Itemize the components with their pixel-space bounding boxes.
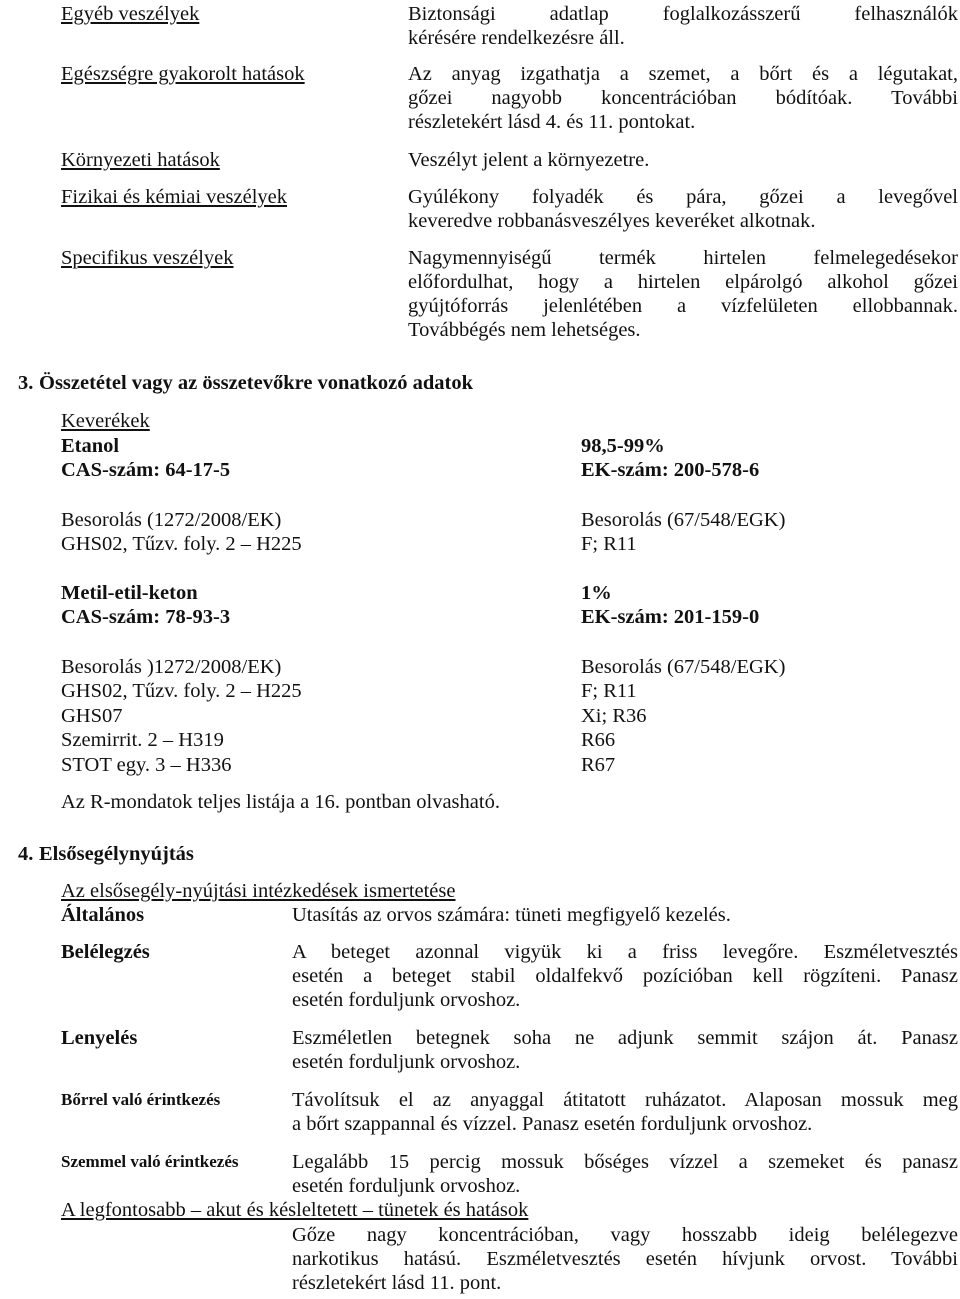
hazard-label-other: Egyéb veszélyek (61, 3, 200, 25)
hazard-text-physical: Gyúlékony folyadék és pára, gőzei a levegővel keveredve robbanásveszélyes keveréket alkotnak. (408, 186, 958, 232)
symptoms-label: A legfontosabb – akut és késleltetett – tünetek és hatások (61, 1199, 529, 1221)
first-aid-label-ingestion: Lenyelés (61, 1027, 138, 1049)
r-phrases-note: Az R-mondatok teljes listája a 16. pontban olvasható. (61, 791, 500, 813)
classification-clp-title: Besorolás (1272/2008/EK) (61, 509, 282, 531)
classification-dsd-line: R67 (581, 754, 616, 776)
classification-clp-line: GHS02, Tűzv. foly. 2 – H225 (61, 533, 302, 555)
hazard-label-specific: Specifikus veszélyek (61, 247, 234, 269)
component-name: Etanol (61, 435, 120, 457)
symptoms-text: Gőze nagy koncentrációban, vagy hosszabb ideig belélegezve narkotikus hatású. Eszméletvesztés esetén hívjunk orvost. További részletekért lásd 11. pont. (292, 1224, 958, 1294)
cas-number: CAS-szám: 64-17-5 (61, 459, 231, 481)
first-aid-text-inhalation: A beteget azonnal vigyük ki a friss levegőre. Eszméletvesztés esetén a beteget stabil oldalfekvő pozícióban kell rögzíteni. Panasz esetén forduljunk orvoshoz. (292, 941, 958, 1011)
classification-dsd-title: Besorolás (67/548/EGK) (581, 656, 786, 678)
section-4-heading: 4. Elsősegélynyújtás (18, 843, 194, 865)
classification-clp-line: STOT egy. 3 – H336 (61, 754, 232, 776)
classification-dsd-line: Xi; R36 (581, 705, 647, 727)
section-3-heading: 3. Összetétel vagy az összetevőkre vonatkozó adatok (18, 372, 474, 394)
classification-dsd-title: Besorolás (67/548/EGK) (581, 509, 786, 531)
first-aid-label-eye: Szemmel való érintkezés (61, 1152, 239, 1171)
first-aid-label-general: Általános (61, 904, 145, 926)
first-aid-text-ingestion: Eszméletlen betegnek soha ne adjunk semmit szájon át. Panasz esetén forduljunk orvoshoz. (292, 1027, 958, 1073)
first-aid-label-skin: Bőrrel való érintkezés (61, 1090, 221, 1109)
first-aid-label-inhalation: Belélegzés (61, 941, 150, 963)
hazard-text-specific: Nagymennyiségű termék hirtelen felmelegedésekor előfordulhat, hogy a hirtelen elpárolgó alkohol gőzei gyújtóforrás jelenlétében a vízfelületen ellobbannak. Továbbégés nem lehetséges. (408, 247, 958, 341)
hazard-label-environment: Környezeti hatások (61, 149, 220, 171)
first-aid-measures-label: Az elsősegély-nyújtási intézkedések ismertetése (61, 880, 456, 902)
hazard-text-other: Biztonsági adatlap foglalkozásszerű felhasználók kérésére rendelkezésre áll. (408, 3, 958, 49)
classification-clp-line: GHS07 (61, 705, 123, 727)
component-name: Metil-etil-keton (61, 582, 198, 604)
classification-clp-line: GHS02, Tűzv. foly. 2 – H225 (61, 680, 302, 702)
mixtures-label: Keverékek (61, 410, 150, 432)
first-aid-text-general: Utasítás az orvos számára: tüneti megfigyelő kezelés. (292, 904, 731, 926)
cas-number: CAS-szám: 78-93-3 (61, 606, 231, 628)
first-aid-text-skin: Távolítsuk el az anyaggal átitatott ruházatot. Alaposan mossuk meg a bőrt szappannal és vízzel. Panasz esetén forduljunk orvoshoz. (292, 1089, 958, 1135)
classification-dsd-line: R66 (581, 729, 616, 751)
ek-number: EK-szám: 200-578-6 (581, 459, 760, 481)
hazard-label-health: Egészségre gyakorolt hatások (61, 63, 305, 85)
first-aid-text-eye: Legalább 15 percig mossuk bőséges vízzel a szemeket és panasz esetén forduljunk orvoshoz. (292, 1151, 958, 1197)
classification-dsd-line: F; R11 (581, 533, 637, 555)
classification-dsd-line: F; R11 (581, 680, 637, 702)
component-percent: 98,5-99% (581, 435, 665, 457)
hazard-text-environment: Veszélyt jelent a környezetre. (408, 149, 650, 171)
component-percent: 1% (581, 582, 612, 604)
classification-clp-line: Szemirrit. 2 – H319 (61, 729, 224, 751)
ek-number: EK-szám: 201-159-0 (581, 606, 760, 628)
classification-clp-title: Besorolás )1272/2008/EK) (61, 656, 282, 678)
hazard-label-physical: Fizikai és kémiai veszélyek (61, 186, 287, 208)
hazard-text-health: Az anyag izgathatja a szemet, a bőrt és a légutakat, gőzei nagyobb koncentrációban bódítóak. További részletekért lásd 4. és 11. pontokat. (408, 63, 958, 133)
